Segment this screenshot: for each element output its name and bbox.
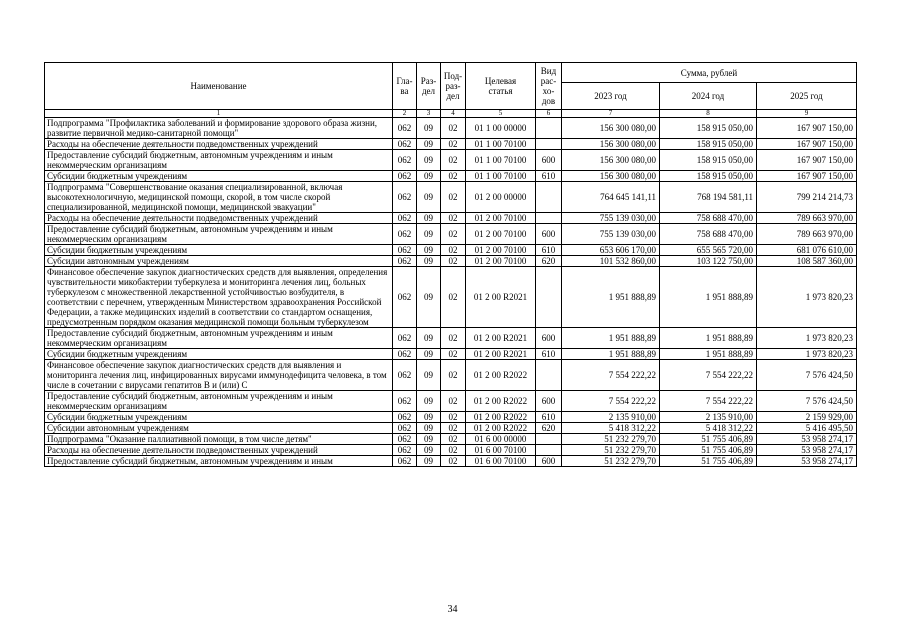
table-row: [45, 213, 857, 224]
table-row: [45, 267, 857, 328]
row-sum-2024: 51 755 406,89: [660, 456, 757, 467]
row-razdel: 09: [417, 391, 441, 412]
row-sum-2023: 51 232 279,70: [562, 445, 660, 456]
row-sum-2023: 764 645 141,11: [562, 182, 660, 213]
row-target-article: 01 2 00 R2021: [466, 349, 536, 360]
row-glava: 062: [393, 360, 417, 391]
row-sum-2024: 158 915 050,00: [660, 150, 757, 171]
row-sum-2023: 51 232 279,70: [562, 434, 660, 445]
row-sum-2025: 5 416 495,50: [757, 423, 857, 434]
row-name: Предоставление субсидий бюджетным, автономным учреждениям и иным некоммерческим организациям: [45, 328, 393, 349]
row-sum-2024: 2 135 910,00: [660, 412, 757, 423]
row-target-article: 01 6 00 70100: [466, 445, 536, 456]
row-razdel: 09: [417, 171, 441, 182]
row-name: Расходы на обеспечение деятельности подведомственных учреждений: [45, 213, 393, 224]
row-sum-2024: 51 755 406,89: [660, 445, 757, 456]
row-podrazdel: 02: [441, 445, 466, 456]
row-expense-type: [536, 213, 562, 224]
row-glava: 062: [393, 349, 417, 360]
row-target-article: 01 1 00 00000: [466, 118, 536, 139]
row-sum-2025: 799 214 214,73: [757, 182, 857, 213]
row-podrazdel: 02: [441, 412, 466, 423]
header-2023: 2023 год: [562, 83, 660, 110]
row-sum-2023: 156 300 080,00: [562, 171, 660, 182]
row-sum-2025: 681 076 610,00: [757, 245, 857, 256]
header-name: Наименование: [45, 63, 393, 110]
column-number: 5: [466, 110, 536, 118]
row-razdel: 09: [417, 267, 441, 328]
row-sum-2025: 789 663 970,00: [757, 224, 857, 245]
row-podrazdel: 02: [441, 456, 466, 467]
row-name: Финансовое обеспечение закупок диагностических средств для выявления, определения чувствительности микобактерии туберкулеза и мониторинга лечения лиц, больных туберкулезом с множественной лекарственной устойчивостью возбудителя, в соответствии с перечнем, утвержденным Министерством здравоохранения Российской Федерации, а также медицинских изделий в соответствии со стандартом оснащения, предусмотренным порядком оказания медицинской помощи больным туберкулезом: [45, 267, 393, 328]
row-sum-2023: 156 300 080,00: [562, 118, 660, 139]
table-row: [45, 182, 857, 213]
row-name: Субсидии бюджетным учреждениям: [45, 412, 393, 423]
row-sum-2024: 1 951 888,89: [660, 267, 757, 328]
row-expense-type: [536, 139, 562, 150]
column-number: 9: [757, 110, 857, 118]
header-target: Целевая статья: [466, 63, 536, 110]
row-target-article: 01 2 00 R2021: [466, 267, 536, 328]
row-sum-2023: 156 300 080,00: [562, 150, 660, 171]
row-podrazdel: 02: [441, 328, 466, 349]
row-razdel: 09: [417, 360, 441, 391]
table-row: [45, 150, 857, 171]
row-podrazdel: 02: [441, 391, 466, 412]
row-expense-type: 600: [536, 391, 562, 412]
row-glava: 062: [393, 391, 417, 412]
row-sum-2023: 156 300 080,00: [562, 139, 660, 150]
row-name: Расходы на обеспечение деятельности подведомственных учреждений: [45, 139, 393, 150]
row-sum-2024: 768 194 581,11: [660, 182, 757, 213]
column-number: 8: [660, 110, 757, 118]
row-sum-2025: 167 907 150,00: [757, 171, 857, 182]
table-row: [45, 224, 857, 245]
row-sum-2023: 1 951 888,89: [562, 267, 660, 328]
row-sum-2025: 167 907 150,00: [757, 150, 857, 171]
row-target-article: 01 2 00 R2022: [466, 360, 536, 391]
row-sum-2024: 758 688 470,00: [660, 213, 757, 224]
row-sum-2025: 167 907 150,00: [757, 139, 857, 150]
row-podrazdel: 02: [441, 150, 466, 171]
column-number: 1: [45, 110, 393, 118]
table-row: [45, 349, 857, 360]
row-expense-type: 620: [536, 423, 562, 434]
header-vid: Вид рас- хо- дов: [536, 63, 562, 110]
row-expense-type: 600: [536, 328, 562, 349]
row-expense-type: 600: [536, 150, 562, 171]
row-sum-2023: 5 418 312,22: [562, 423, 660, 434]
row-glava: 062: [393, 412, 417, 423]
row-sum-2024: 5 418 312,22: [660, 423, 757, 434]
row-sum-2024: 655 565 720,00: [660, 245, 757, 256]
row-target-article: 01 2 00 70100: [466, 256, 536, 267]
row-expense-type: 610: [536, 171, 562, 182]
row-sum-2023: 755 139 030,00: [562, 224, 660, 245]
row-glava: 062: [393, 434, 417, 445]
table-row: [45, 139, 857, 150]
row-glava: 062: [393, 118, 417, 139]
row-glava: 062: [393, 139, 417, 150]
row-target-article: 01 2 00 R2022: [466, 391, 536, 412]
table-row: [45, 118, 857, 139]
row-expense-type: [536, 434, 562, 445]
row-sum-2024: 103 122 750,00: [660, 256, 757, 267]
row-razdel: 09: [417, 445, 441, 456]
column-number: 3: [417, 110, 441, 118]
row-name: Субсидии автономным учреждениям: [45, 423, 393, 434]
row-glava: 062: [393, 171, 417, 182]
row-sum-2025: 167 907 150,00: [757, 118, 857, 139]
row-podrazdel: 02: [441, 213, 466, 224]
row-expense-type: [536, 267, 562, 328]
row-sum-2024: 7 554 222,22: [660, 391, 757, 412]
row-podrazdel: 02: [441, 267, 466, 328]
header-2025: 2025 год: [757, 83, 857, 110]
row-expense-type: [536, 445, 562, 456]
budget-table: [44, 62, 857, 467]
row-sum-2024: 158 915 050,00: [660, 171, 757, 182]
row-sum-2024: 7 554 222,22: [660, 360, 757, 391]
row-expense-type: 600: [536, 456, 562, 467]
row-sum-2025: 53 958 274,17: [757, 434, 857, 445]
column-number: 2: [393, 110, 417, 118]
row-sum-2025: 1 973 820,23: [757, 349, 857, 360]
row-glava: 062: [393, 328, 417, 349]
row-sum-2024: 51 755 406,89: [660, 434, 757, 445]
row-glava: 062: [393, 267, 417, 328]
row-glava: 062: [393, 456, 417, 467]
row-sum-2025: 53 958 274,17: [757, 445, 857, 456]
row-target-article: 01 1 00 70100: [466, 139, 536, 150]
row-sum-2024: 158 915 050,00: [660, 139, 757, 150]
row-target-article: 01 6 00 70100: [466, 456, 536, 467]
header-podrazdel: Под- раз- дел: [441, 63, 466, 110]
row-name: Подпрограмма "Профилактика заболеваний и формирование здорового образа жизни, развитие первичной медико-санитарной помощи": [45, 118, 393, 139]
header-2024: 2024 год: [660, 83, 757, 110]
column-number-row: [45, 110, 857, 118]
row-glava: 062: [393, 150, 417, 171]
row-sum-2023: 1 951 888,89: [562, 328, 660, 349]
row-sum-2023: 7 554 222,22: [562, 391, 660, 412]
header-razdel: Раз- дел: [417, 63, 441, 110]
row-sum-2023: 101 532 860,00: [562, 256, 660, 267]
row-target-article: 01 1 00 70100: [466, 171, 536, 182]
row-razdel: 09: [417, 256, 441, 267]
row-name: Предоставление субсидий бюджетным, автономным учреждениям и иным некоммерческим организациям: [45, 150, 393, 171]
table-row: [45, 445, 857, 456]
row-podrazdel: 02: [441, 434, 466, 445]
page-number: 34: [447, 604, 458, 615]
row-sum-2025: 108 587 360,00: [757, 256, 857, 267]
row-name: Предоставление субсидий бюджетным, автономным учреждениям и иным некоммерческим организациям: [45, 391, 393, 412]
column-number: 6: [536, 110, 562, 118]
column-number: 4: [441, 110, 466, 118]
row-name: Финансовое обеспечение закупок диагностических средств для выявления и мониторинга лечения лиц, инфицированных вирусами иммунодефицита человека, в том числе в сочетании с вирусами гепатитов B и (или) C: [45, 360, 393, 391]
row-glava: 062: [393, 245, 417, 256]
row-podrazdel: 02: [441, 171, 466, 182]
row-sum-2024: 158 915 050,00: [660, 118, 757, 139]
row-glava: 062: [393, 423, 417, 434]
row-expense-type: [536, 118, 562, 139]
row-sum-2025: 1 973 820,23: [757, 267, 857, 328]
row-podrazdel: 02: [441, 256, 466, 267]
row-target-article: 01 2 00 00000: [466, 182, 536, 213]
row-expense-type: [536, 360, 562, 391]
row-sum-2023: 1 951 888,89: [562, 349, 660, 360]
row-target-article: 01 2 00 R2022: [466, 423, 536, 434]
row-podrazdel: 02: [441, 224, 466, 245]
row-sum-2025: 7 576 424,50: [757, 391, 857, 412]
row-name: Предоставление субсидий бюджетным, автономным учреждениям и иным: [45, 456, 393, 467]
row-target-article: 01 2 00 70100: [466, 224, 536, 245]
row-glava: 062: [393, 256, 417, 267]
row-sum-2025: 2 159 929,00: [757, 412, 857, 423]
column-number: 7: [562, 110, 660, 118]
table-row: [45, 456, 857, 467]
row-razdel: 09: [417, 423, 441, 434]
row-target-article: 01 2 00 R2021: [466, 328, 536, 349]
row-razdel: 09: [417, 456, 441, 467]
row-name: Расходы на обеспечение деятельности подведомственных учреждений: [45, 445, 393, 456]
row-razdel: 09: [417, 434, 441, 445]
table-row: [45, 171, 857, 182]
row-podrazdel: 02: [441, 139, 466, 150]
row-glava: 062: [393, 213, 417, 224]
row-target-article: 01 2 00 70100: [466, 245, 536, 256]
row-sum-2023: 51 232 279,70: [562, 456, 660, 467]
row-razdel: 09: [417, 349, 441, 360]
row-razdel: 09: [417, 118, 441, 139]
row-sum-2025: 1 973 820,23: [757, 328, 857, 349]
header-sum: Сумма, рублей: [562, 63, 857, 83]
row-razdel: 09: [417, 150, 441, 171]
row-sum-2023: 2 135 910,00: [562, 412, 660, 423]
row-razdel: 09: [417, 245, 441, 256]
row-sum-2023: 7 554 222,22: [562, 360, 660, 391]
row-target-article: 01 2 00 R2022: [466, 412, 536, 423]
row-glava: 062: [393, 182, 417, 213]
row-razdel: 09: [417, 182, 441, 213]
row-glava: 062: [393, 445, 417, 456]
row-sum-2024: 1 951 888,89: [660, 328, 757, 349]
row-sum-2023: 755 139 030,00: [562, 213, 660, 224]
row-name: Субсидии бюджетным учреждениям: [45, 171, 393, 182]
row-name: Подпрограмма "Совершенствование оказания специализированной, включая высокотехнологичную, медицинской помощи, скорой, в том числе скорой специализированной, медицинской помощи, медицинской эвакуации": [45, 182, 393, 213]
row-glava: 062: [393, 224, 417, 245]
table-row: [45, 245, 857, 256]
row-sum-2025: 53 958 274,17: [757, 456, 857, 467]
row-sum-2023: 653 606 170,00: [562, 245, 660, 256]
row-name: Подпрограмма "Оказание паллиативной помощи, в том числе детям": [45, 434, 393, 445]
row-sum-2024: 758 688 470,00: [660, 224, 757, 245]
row-target-article: 01 2 00 70100: [466, 213, 536, 224]
table-row: [45, 412, 857, 423]
row-name: Субсидии бюджетным учреждениям: [45, 245, 393, 256]
table-row: [45, 328, 857, 349]
row-razdel: 09: [417, 213, 441, 224]
row-podrazdel: 02: [441, 182, 466, 213]
row-podrazdel: 02: [441, 118, 466, 139]
row-target-article: 01 1 00 70100: [466, 150, 536, 171]
table-row: [45, 434, 857, 445]
row-razdel: 09: [417, 139, 441, 150]
row-razdel: 09: [417, 412, 441, 423]
table-row: [45, 360, 857, 391]
table-row: [45, 256, 857, 267]
row-target-article: 01 6 00 00000: [466, 434, 536, 445]
row-sum-2025: 7 576 424,50: [757, 360, 857, 391]
row-name: Субсидии бюджетным учреждениям: [45, 349, 393, 360]
row-expense-type: [536, 182, 562, 213]
row-sum-2025: 789 663 970,00: [757, 213, 857, 224]
row-podrazdel: 02: [441, 349, 466, 360]
table-row: [45, 423, 857, 434]
row-expense-type: 600: [536, 224, 562, 245]
header-glava: Гла- ва: [393, 63, 417, 110]
row-name: Субсидии автономным учреждениям: [45, 256, 393, 267]
row-expense-type: 610: [536, 349, 562, 360]
row-name: Предоставление субсидий бюджетным, автономным учреждениям и иным некоммерческим организациям: [45, 224, 393, 245]
table-row: [45, 391, 857, 412]
row-expense-type: 610: [536, 412, 562, 423]
row-podrazdel: 02: [441, 360, 466, 391]
row-podrazdel: 02: [441, 245, 466, 256]
row-razdel: 09: [417, 224, 441, 245]
row-sum-2024: 1 951 888,89: [660, 349, 757, 360]
row-expense-type: 610: [536, 245, 562, 256]
row-razdel: 09: [417, 328, 441, 349]
row-podrazdel: 02: [441, 423, 466, 434]
row-expense-type: 620: [536, 256, 562, 267]
